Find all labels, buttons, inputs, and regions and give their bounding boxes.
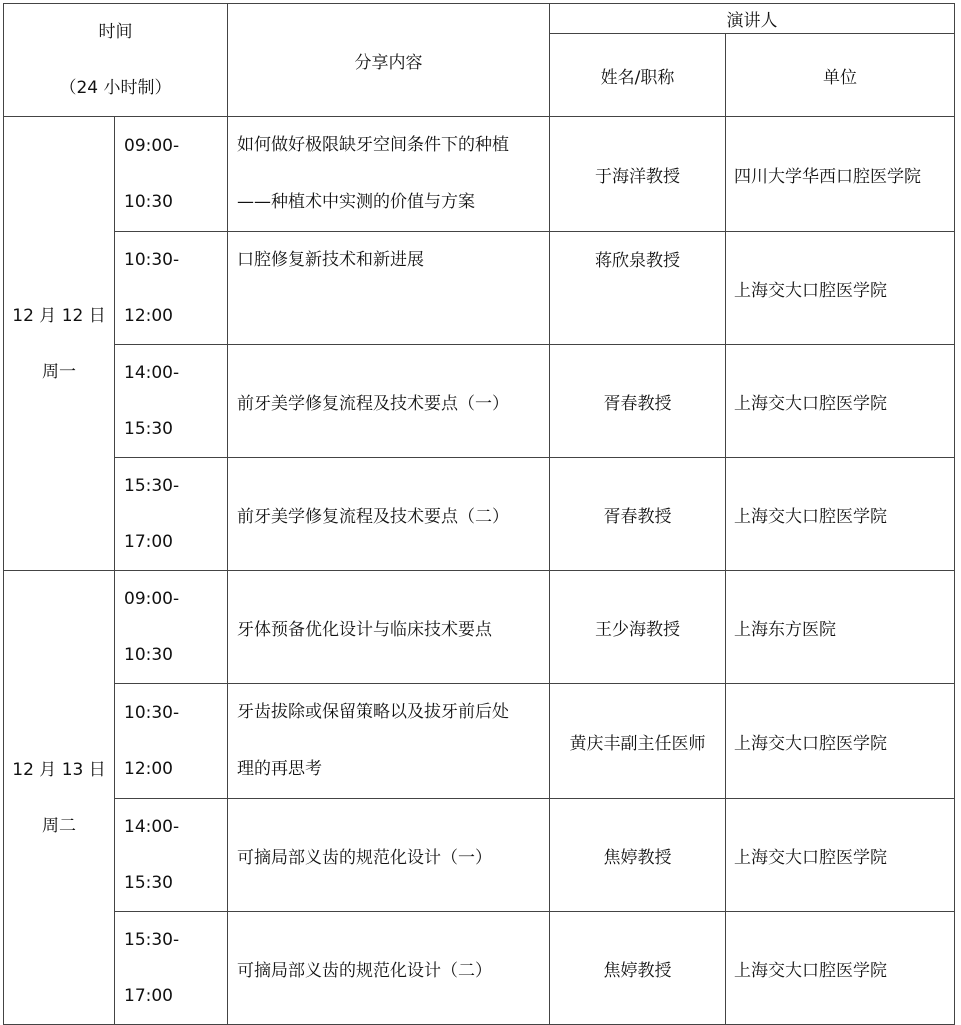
topic-cell [228, 684, 550, 799]
time-start: 09:00- [124, 589, 180, 609]
speaker-name: 焦婷教授 [550, 799, 726, 912]
topic-cell: 前牙美学修复流程及技术要点（一） [228, 345, 550, 458]
time-start: 15:30- [124, 476, 180, 496]
time-cell [115, 345, 228, 458]
topic-cell: 前牙美学修复流程及技术要点（二） [228, 458, 550, 571]
time-cell [115, 799, 228, 912]
speaker-name: 胥春教授 [550, 458, 726, 571]
time-end: 10:30 [124, 192, 173, 212]
topic-line: 牙齿拔除或保留策略以及拔牙前后处 [237, 702, 510, 722]
speaker-name: 胥春教授 [550, 345, 726, 458]
speaker-unit: 上海东方医院 [726, 571, 955, 684]
header-time-label: 时间 [98, 22, 133, 42]
header-speaker: 演讲人 [550, 4, 955, 34]
topic-cell: 可摘局部义齿的规范化设计（一） [228, 799, 550, 912]
table-row [4, 458, 955, 571]
time-start: 09:00- [124, 136, 180, 156]
speaker-name: 焦婷教授 [550, 912, 726, 1025]
table-row [4, 345, 955, 458]
time-start: 14:00- [124, 363, 180, 383]
speaker-name: 黄庆丰副主任医师 [550, 684, 726, 799]
topic-cell: 可摘局部义齿的规范化设计（二） [228, 912, 550, 1025]
speaker-unit: 上海交大口腔医学院 [726, 799, 955, 912]
date-cell [4, 117, 115, 571]
header-name-title: 姓名/职称 [550, 34, 726, 117]
speaker-unit: 上海交大口腔医学院 [726, 345, 955, 458]
time-end: 15:30 [124, 873, 173, 893]
speaker-name: 王少海教授 [550, 571, 726, 684]
time-end: 12:00 [124, 759, 173, 779]
table-row [4, 912, 955, 1025]
speaker-unit: 上海交大口腔医学院 [726, 232, 955, 345]
speaker-unit: 上海交大口腔医学院 [726, 458, 955, 571]
time-end: 17:00 [124, 532, 173, 552]
time-end: 15:30 [124, 419, 173, 439]
speaker-name: 蒋欣泉教授 [550, 232, 726, 345]
time-end: 17:00 [124, 986, 173, 1006]
time-cell [115, 458, 228, 571]
time-start: 14:00- [124, 817, 180, 837]
time-start: 10:30- [124, 703, 180, 723]
topic-line: 理的再思考 [237, 759, 323, 779]
table-row [4, 799, 955, 912]
time-cell [115, 571, 228, 684]
topic-line: ——种植术中实测的价值与方案 [237, 192, 476, 212]
speaker-name: 于海洋教授 [550, 117, 726, 232]
header-unit: 单位 [726, 34, 955, 117]
time-end: 12:00 [124, 306, 173, 326]
weekday-label: 周一 [42, 361, 76, 382]
header-time-sub: （24 小时制） [59, 78, 172, 98]
topic-cell [228, 232, 550, 345]
date-cell [4, 571, 115, 1025]
table-row [4, 571, 955, 684]
table-row [4, 117, 955, 232]
topic-cell [228, 117, 550, 232]
table-row [4, 684, 955, 799]
topic-line: 如何做好极限缺牙空间条件下的种植 [237, 135, 510, 155]
header-content: 分享内容 [228, 4, 550, 117]
speaker-unit: 上海交大口腔医学院 [726, 684, 955, 799]
schedule-table [3, 3, 955, 1025]
time-end: 10:30 [124, 645, 173, 665]
time-cell [115, 912, 228, 1025]
time-cell [115, 684, 228, 799]
weekday-label: 周二 [42, 815, 76, 836]
table-row [4, 232, 955, 345]
date-label: 12 月 13 日 [12, 759, 106, 780]
speaker-unit: 四川大学华西口腔医学院 [726, 117, 955, 232]
topic-cell: 牙体预备优化设计与临床技术要点 [228, 571, 550, 684]
time-cell [115, 117, 228, 232]
topic-line: 口腔修复新技术和新进展 [237, 250, 425, 270]
time-start: 10:30- [124, 250, 180, 270]
time-start: 15:30- [124, 930, 180, 950]
speaker-unit: 上海交大口腔医学院 [726, 912, 955, 1025]
time-cell [115, 232, 228, 345]
header-time-cell [4, 4, 228, 117]
date-label: 12 月 12 日 [12, 305, 106, 326]
